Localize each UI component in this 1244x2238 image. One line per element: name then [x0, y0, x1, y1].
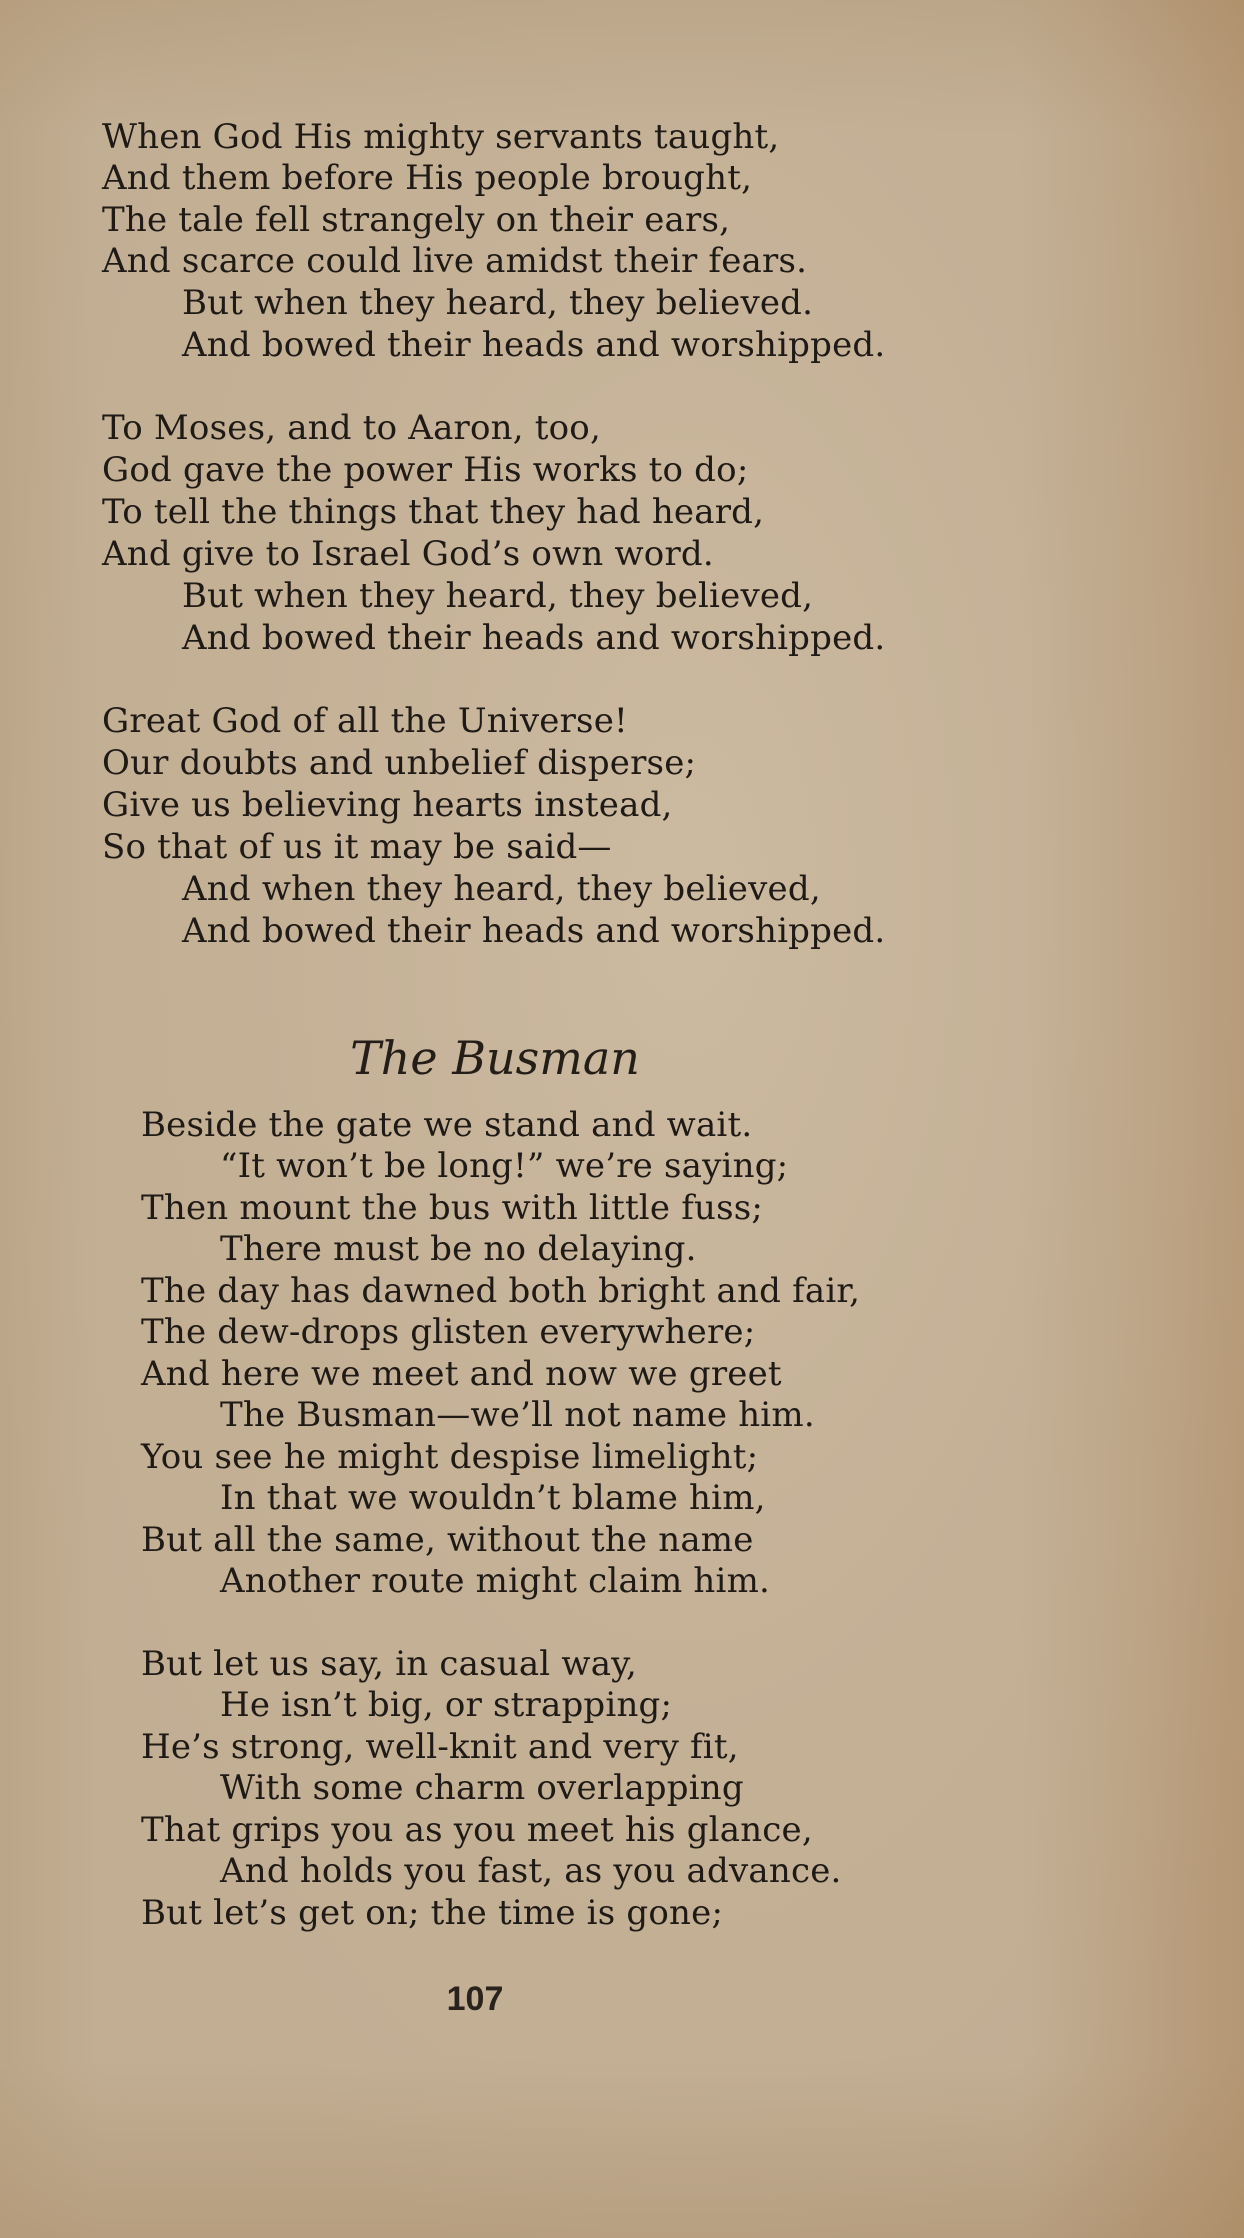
poem-line: The tale fell strangely on their ears,: [102, 200, 731, 240]
poem-line: But let’s get on; the time is gone;: [141, 1893, 724, 1933]
poem-line: So that of us it may be said—: [102, 827, 612, 867]
poem-line-indented: In that we wouldn’t blame him,: [220, 1478, 766, 1518]
poem-line: And give to Israel God’s own word.: [102, 534, 714, 574]
poem-line-indented: There must be no delaying.: [220, 1229, 697, 1269]
poem-line: But all the same, without the name: [141, 1520, 754, 1560]
poem-title: The Busman: [350, 1031, 640, 1085]
poem-line: But let us say, in casual way,: [141, 1644, 638, 1684]
poem-line-indented: The Busman—we’ll not name him.: [220, 1395, 815, 1435]
poem-line: To tell the things that they had heard,: [102, 492, 765, 532]
poem-refrain-line: But when they heard, they believed,: [182, 576, 814, 616]
poem-line-indented: He isn’t big, or strapping;: [220, 1685, 673, 1725]
poem-line: To Moses, and to Aaron, too,: [102, 408, 601, 448]
poem-line-indented: And holds you fast, as you advance.: [220, 1851, 842, 1891]
poem-line-indented: Another route might claim him.: [220, 1561, 771, 1601]
poem-line: The day has dawned both bright and fair,: [141, 1271, 861, 1311]
poem-line-indented: With some charm overlapping: [220, 1768, 744, 1808]
poem-line: Beside the gate we stand and wait.: [141, 1105, 753, 1145]
poem-line: And them before His people brought,: [102, 158, 753, 198]
page-number: 107: [446, 1980, 504, 2018]
poem-line: And here we meet and now we greet: [141, 1354, 782, 1394]
poem-line: Give us believing hearts instead,: [102, 785, 673, 825]
poem-line-indented: “It won’t be long!” we’re saying;: [220, 1146, 789, 1186]
poem-line: When God His mighty servants taught,: [102, 117, 780, 157]
poem-line: And scarce could live amidst their fears.: [102, 241, 808, 281]
poem-line: He’s strong, well-knit and very fit,: [141, 1727, 739, 1767]
poem-line: That grips you as you meet his glance,: [141, 1810, 813, 1850]
poem-refrain-line: And bowed their heads and worshipped.: [182, 325, 886, 365]
poem-line: The dew-drops glisten everywhere;: [141, 1312, 756, 1352]
poem-refrain-line: And bowed their heads and worshipped.: [182, 911, 886, 951]
poem-refrain-line: And bowed their heads and worshipped.: [182, 618, 886, 658]
poem-line: God gave the power His works to do;: [102, 450, 749, 490]
poem-refrain-line: But when they heard, they believed.: [182, 283, 814, 323]
poem-line: Great God of all the Universe!: [102, 701, 628, 741]
poem-line: Our doubts and unbelief disperse;: [102, 743, 697, 783]
poem-line: Then mount the bus with little fuss;: [141, 1188, 764, 1228]
poem-refrain-line: And when they heard, they believed,: [182, 869, 821, 909]
poem-line: You see he might despise limelight;: [141, 1437, 759, 1477]
